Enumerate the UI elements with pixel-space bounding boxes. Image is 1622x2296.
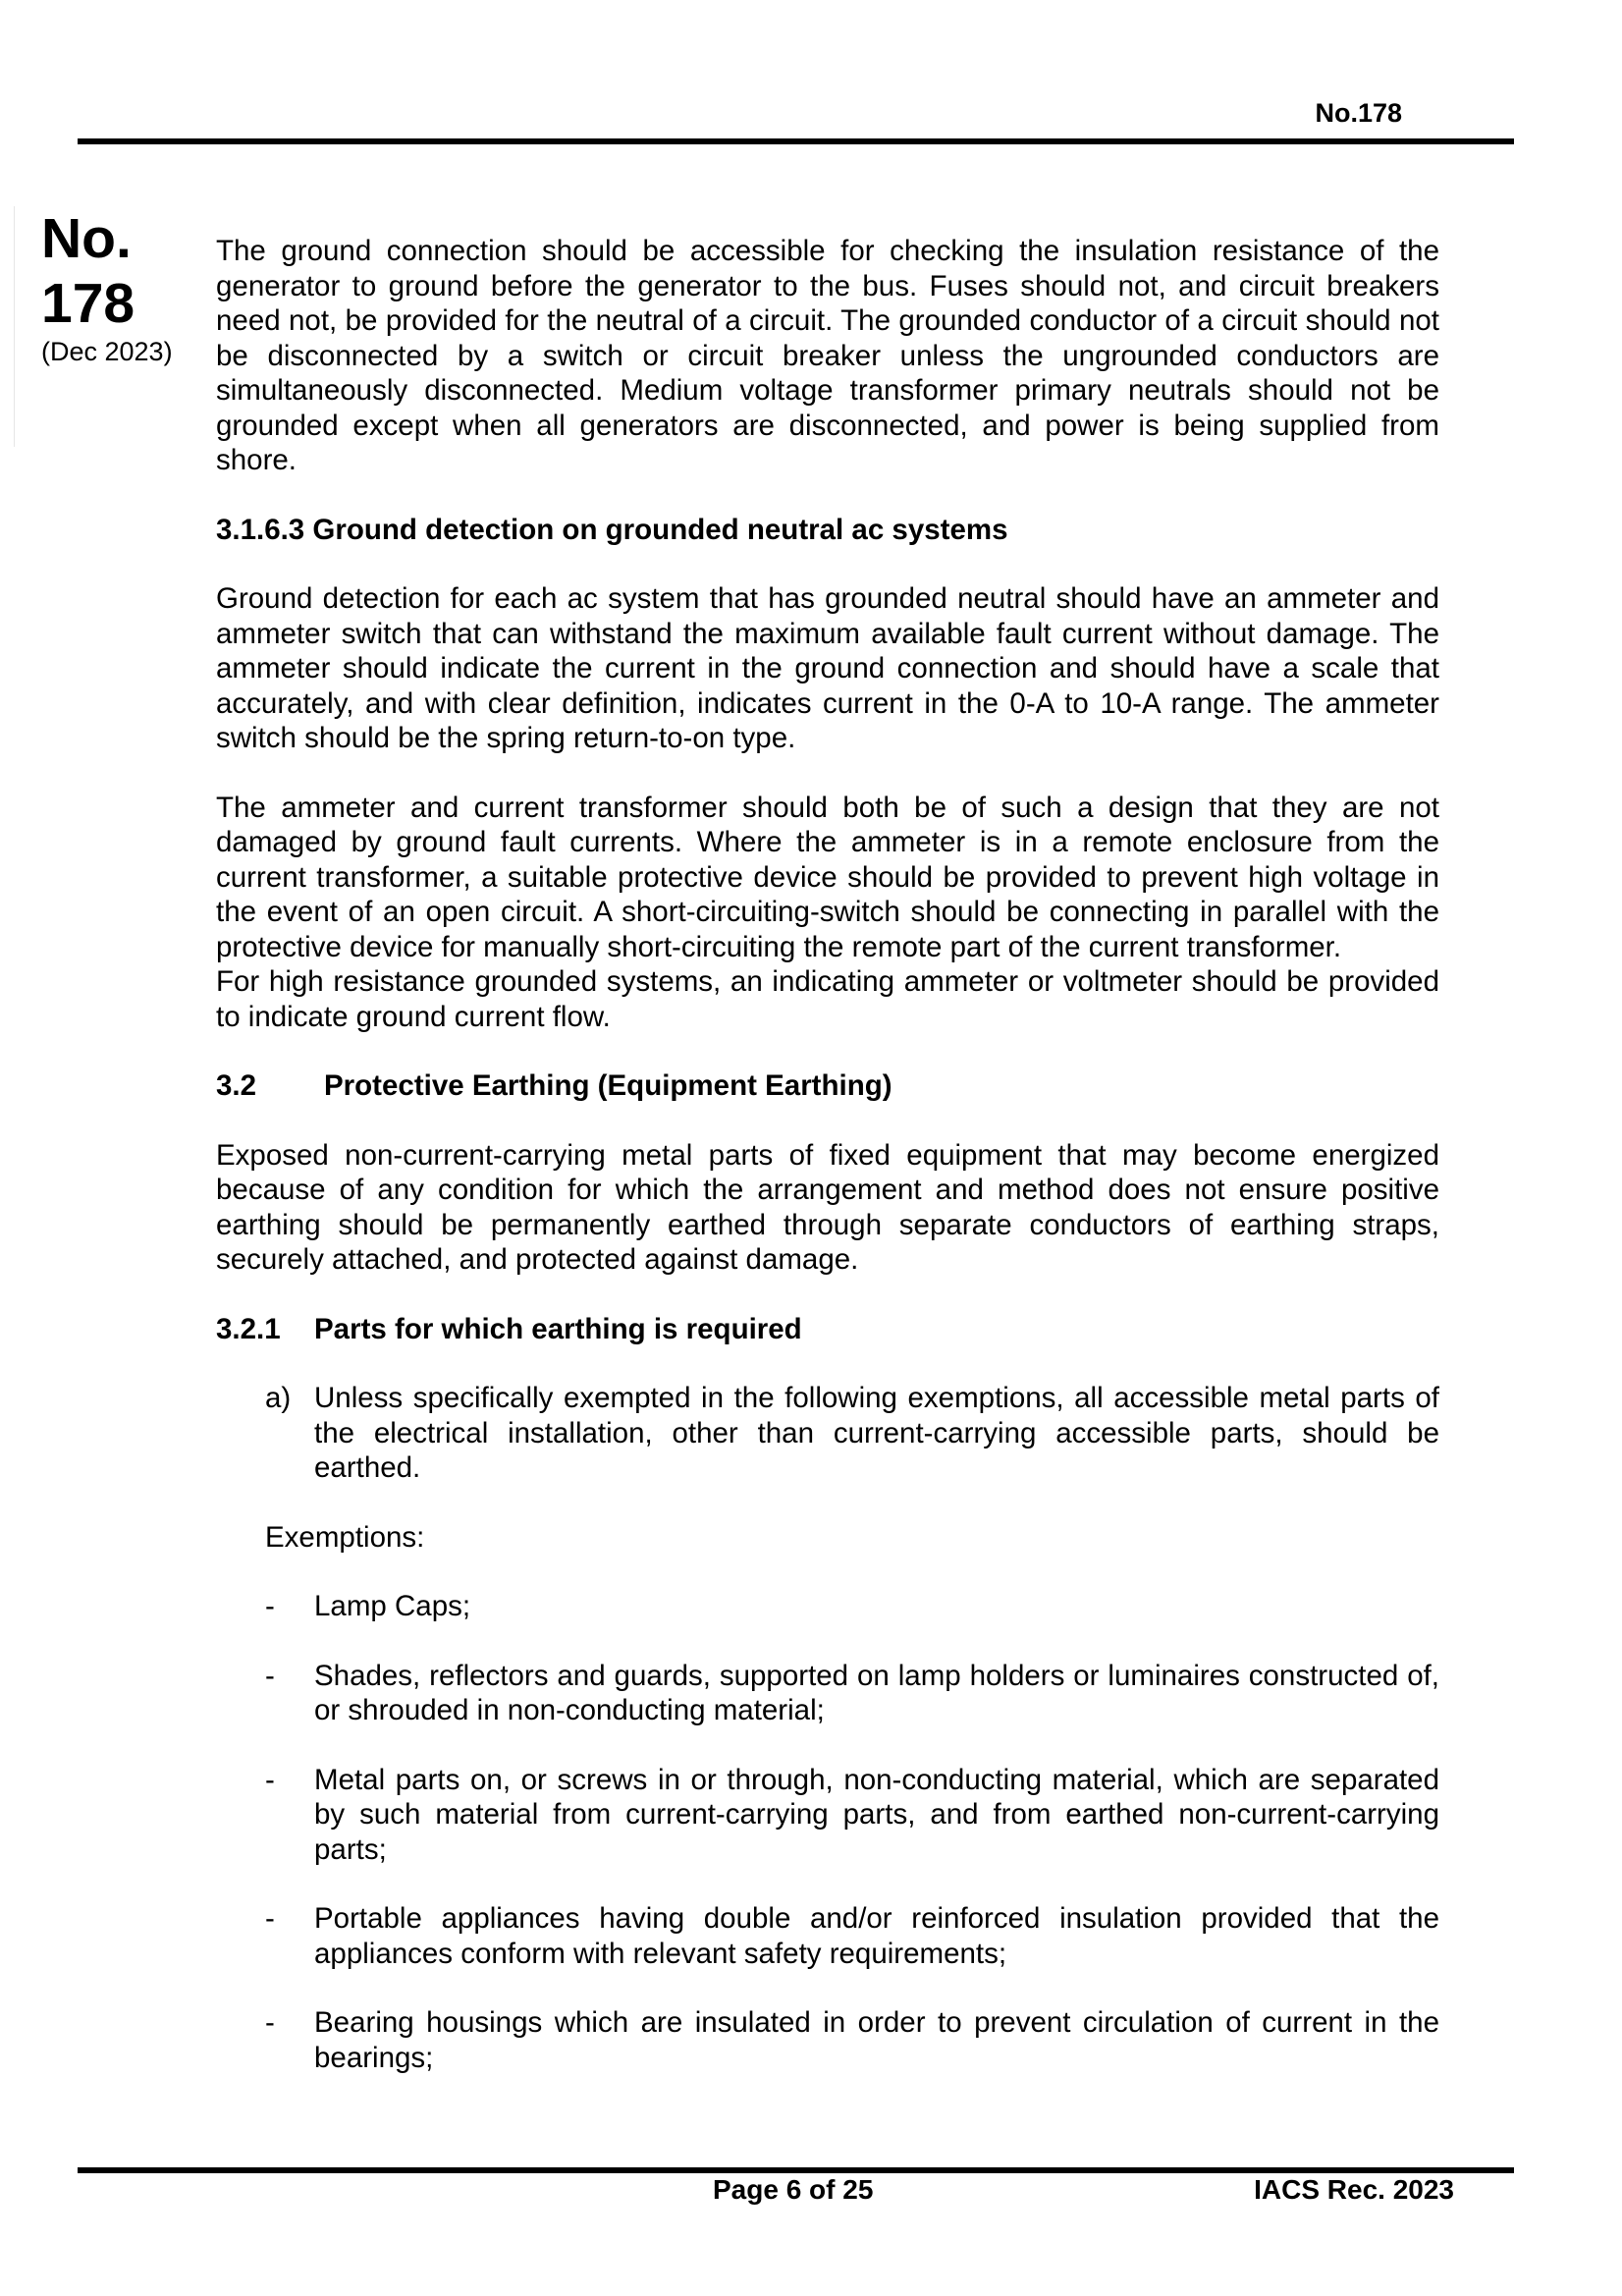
paragraph-exposed-parts: Exposed non-current-carrying metal parts of fixed equipment that may become energized because of any condition for which the arrangement and method does not ensure positive earthing should be permanently earthed through separate conductors of earthing straps, securely attached, and protected against damage. bbox=[216, 1138, 1439, 1276]
sidebar-date: (Dec 2023) bbox=[41, 337, 173, 366]
exemptions-label: Exemptions: bbox=[265, 1520, 425, 1554]
exemption-text: Lamp Caps; bbox=[314, 1590, 471, 1622]
exemption-text: Portable appliances having double and/or reinforced insulation provided that the appliances conform with relevant safety requirements; bbox=[314, 1902, 1439, 1970]
exemption-text: Metal parts on, or screws in or through, non-conducting material, which are separated by such material from current-carrying parts, and from earthed non-current-carrying parts; bbox=[314, 1763, 1439, 1866]
exemption-item bbox=[216, 1659, 1439, 1728]
exemption-item bbox=[216, 1763, 1439, 1868]
footer-rec-label: IACS Rec. 2023 bbox=[1254, 2174, 1454, 2205]
exemption-dash: - bbox=[265, 1902, 275, 1935]
exemption-item bbox=[216, 1589, 1439, 1624]
sidebar-number bbox=[41, 206, 135, 336]
heading-32-number: 3.2 bbox=[216, 1069, 257, 1102]
sidebar-number-value: 178 bbox=[41, 272, 135, 335]
heading-321-title: Parts for which earthing is required bbox=[314, 1312, 802, 1345]
heading-3163: 3.1.6.3 Ground detection on grounded neutral ac systems bbox=[216, 513, 1008, 546]
exemption-dash: - bbox=[265, 1590, 275, 1622]
exemption-dash: - bbox=[265, 1659, 275, 1692]
footer-page-number: Page 6 of 25 bbox=[713, 2174, 874, 2205]
heading-32-title: Protective Earthing (Equipment Earthing) bbox=[324, 1069, 892, 1102]
exemption-item bbox=[216, 2005, 1439, 2075]
heading-321 bbox=[216, 1312, 1439, 1347]
footer-rule bbox=[78, 2167, 1514, 2173]
paragraph-high-resistance: For high resistance grounded systems, an indicating ammeter or voltmeter should be provided to indicate ground current flow. bbox=[216, 965, 1439, 1033]
sidebar-no-label: No. bbox=[41, 207, 132, 270]
paragraph-ground-connection: The ground connection should be accessible for checking the insulation resistance of the generator to ground before the generator to the bus. Fuses should not, and circuit breakers need not, be provided for the neutral of a circuit. The grounded conductor of a circuit should not be disconnected by a switch or circuit breaker unless the ungrounded conductors are simultaneously disconnected. Medium voltage transformer primary neutrals should not be grounded except when all generators are disconnected, and power is being supplied from shore. bbox=[216, 235, 1439, 476]
heading-32 bbox=[216, 1068, 1439, 1104]
exemption-text: Bearing housings which are insulated in order to prevent circulation of current in the bearings; bbox=[314, 2006, 1439, 2074]
heading-321-number: 3.2.1 bbox=[216, 1312, 281, 1345]
paragraph-ammeter-ct: The ammeter and current transformer should both be of such a design that they are not damaged by ground fault currents. Where the ammeter is in a remote enclosure from the current transformer, a suitable protective device should be provided to prevent high voltage in the event of an open circuit. A short-circuiting-switch should be connecting in parallel with the protective device for manually short-circuiting the remote part of the current transformer. bbox=[216, 791, 1439, 963]
exemption-text: Shades, reflectors and guards, supported on lamp holders or luminaires constructed of, or shrouded in non-conducting material; bbox=[314, 1659, 1439, 1726]
header-doc-number: No.178 bbox=[1315, 98, 1402, 128]
exemption-dash: - bbox=[265, 2006, 275, 2039]
document-body bbox=[216, 234, 1439, 2109]
list-marker-a: a) bbox=[265, 1382, 292, 1414]
list-item-a-text: Unless specifically exempted in the following exemptions, all accessible metal parts of the electrical installation, other than current-carrying accessible parts, should be earthed. bbox=[314, 1382, 1439, 1484]
paragraph-ground-detection: Ground detection for each ac system that has grounded neutral should have an ammeter and ammeter switch that can withstand the maximum available fault current without damage. The ammeter should indicate the current in the ground connection and should have a scale that accurately, and with clear definition, indicates current in the 0-A to 10-A range. The ammeter switch should be the spring return-to-on type. bbox=[216, 582, 1439, 754]
list-item-a bbox=[216, 1381, 1439, 1486]
exemption-item bbox=[216, 1901, 1439, 1971]
exemption-dash: - bbox=[265, 1763, 275, 1796]
header-rule bbox=[78, 138, 1514, 144]
